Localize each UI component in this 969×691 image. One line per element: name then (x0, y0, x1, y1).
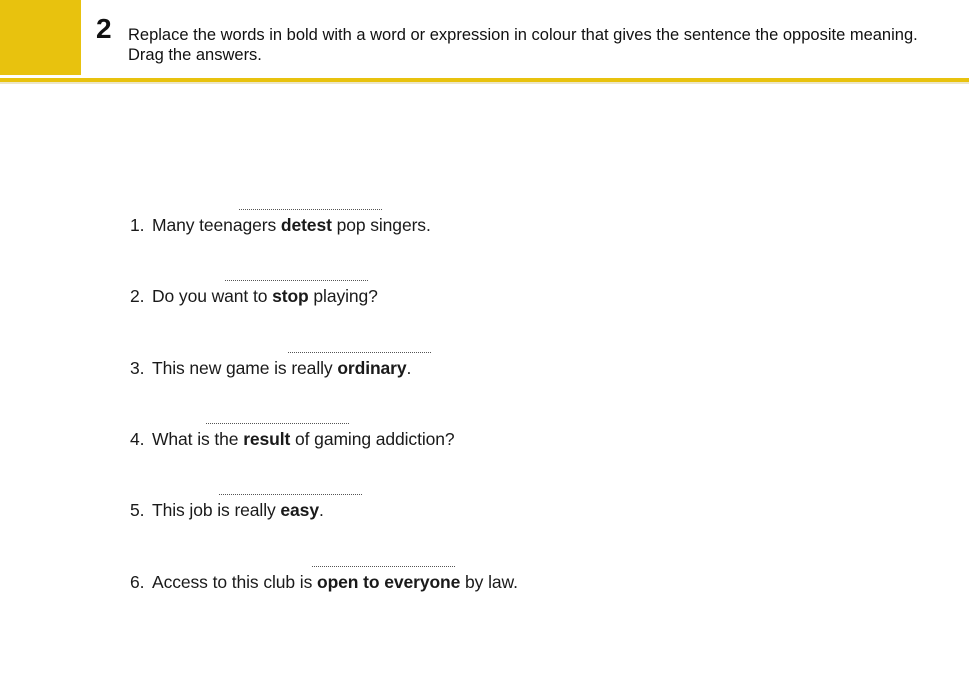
exercise-item-2 (130, 272, 730, 332)
exercise-item-5 (130, 486, 730, 546)
sentence-2 (130, 285, 378, 307)
sentence-text-after: . (318, 500, 324, 520)
sentence-6 (130, 571, 518, 593)
answer-drop-slot-4[interactable] (206, 415, 349, 424)
sentence-text-before: Access to this club is (152, 572, 317, 592)
bold-target-word: easy (280, 500, 319, 520)
answer-drop-slot-1[interactable] (239, 201, 382, 210)
item-number: 3. (130, 358, 145, 378)
answer-drop-slot-5[interactable] (219, 486, 362, 495)
sentence-text-before: What is the (152, 429, 244, 449)
sentence-text-after: playing? (308, 286, 378, 306)
sentence-text-after: . (406, 358, 412, 378)
sentence-text-after: by law. (460, 572, 518, 592)
exercise-item-3 (130, 344, 730, 404)
exercise-number: 2 (96, 13, 112, 44)
item-number: 4. (130, 429, 145, 449)
sentence-text-before: Do you want to (152, 286, 273, 306)
sentence-4 (130, 428, 455, 450)
item-number: 1. (130, 215, 145, 235)
sentence-text-after: pop singers. (331, 215, 431, 235)
bold-target-word: result (243, 429, 291, 449)
answer-drop-slot-6[interactable] (312, 558, 455, 567)
header-divider-shadow (0, 82, 969, 84)
bold-target-word: ordinary (337, 358, 407, 378)
sentence-text-before: Many teenagers (152, 215, 281, 235)
bold-target-word: stop (272, 286, 309, 306)
item-number: 5. (130, 500, 145, 520)
exercise-item-6 (130, 558, 730, 618)
exercise-item-4 (130, 415, 730, 475)
sentence-text-before: This job is really (152, 500, 281, 520)
bold-target-word: open to everyone (316, 572, 461, 592)
answer-drop-slot-3[interactable] (288, 344, 431, 353)
exercise-instruction: Replace the words in bold with a word or expression in colour that gives the sentence the opposite meaning. Drag the answers. (128, 26, 918, 64)
bold-target-word: detest (280, 215, 332, 235)
item-number: 6. (130, 572, 145, 592)
sentence-1 (130, 214, 431, 236)
header-accent-block (0, 0, 81, 75)
answer-drop-slot-2[interactable] (225, 272, 368, 281)
sentence-text-after: of gaming addiction? (290, 429, 455, 449)
sentence-text-before: This new game is really (152, 358, 338, 378)
exercise-item-1 (130, 201, 730, 261)
sentence-5 (130, 499, 324, 521)
sentence-3 (130, 357, 411, 379)
item-number: 2. (130, 286, 145, 306)
